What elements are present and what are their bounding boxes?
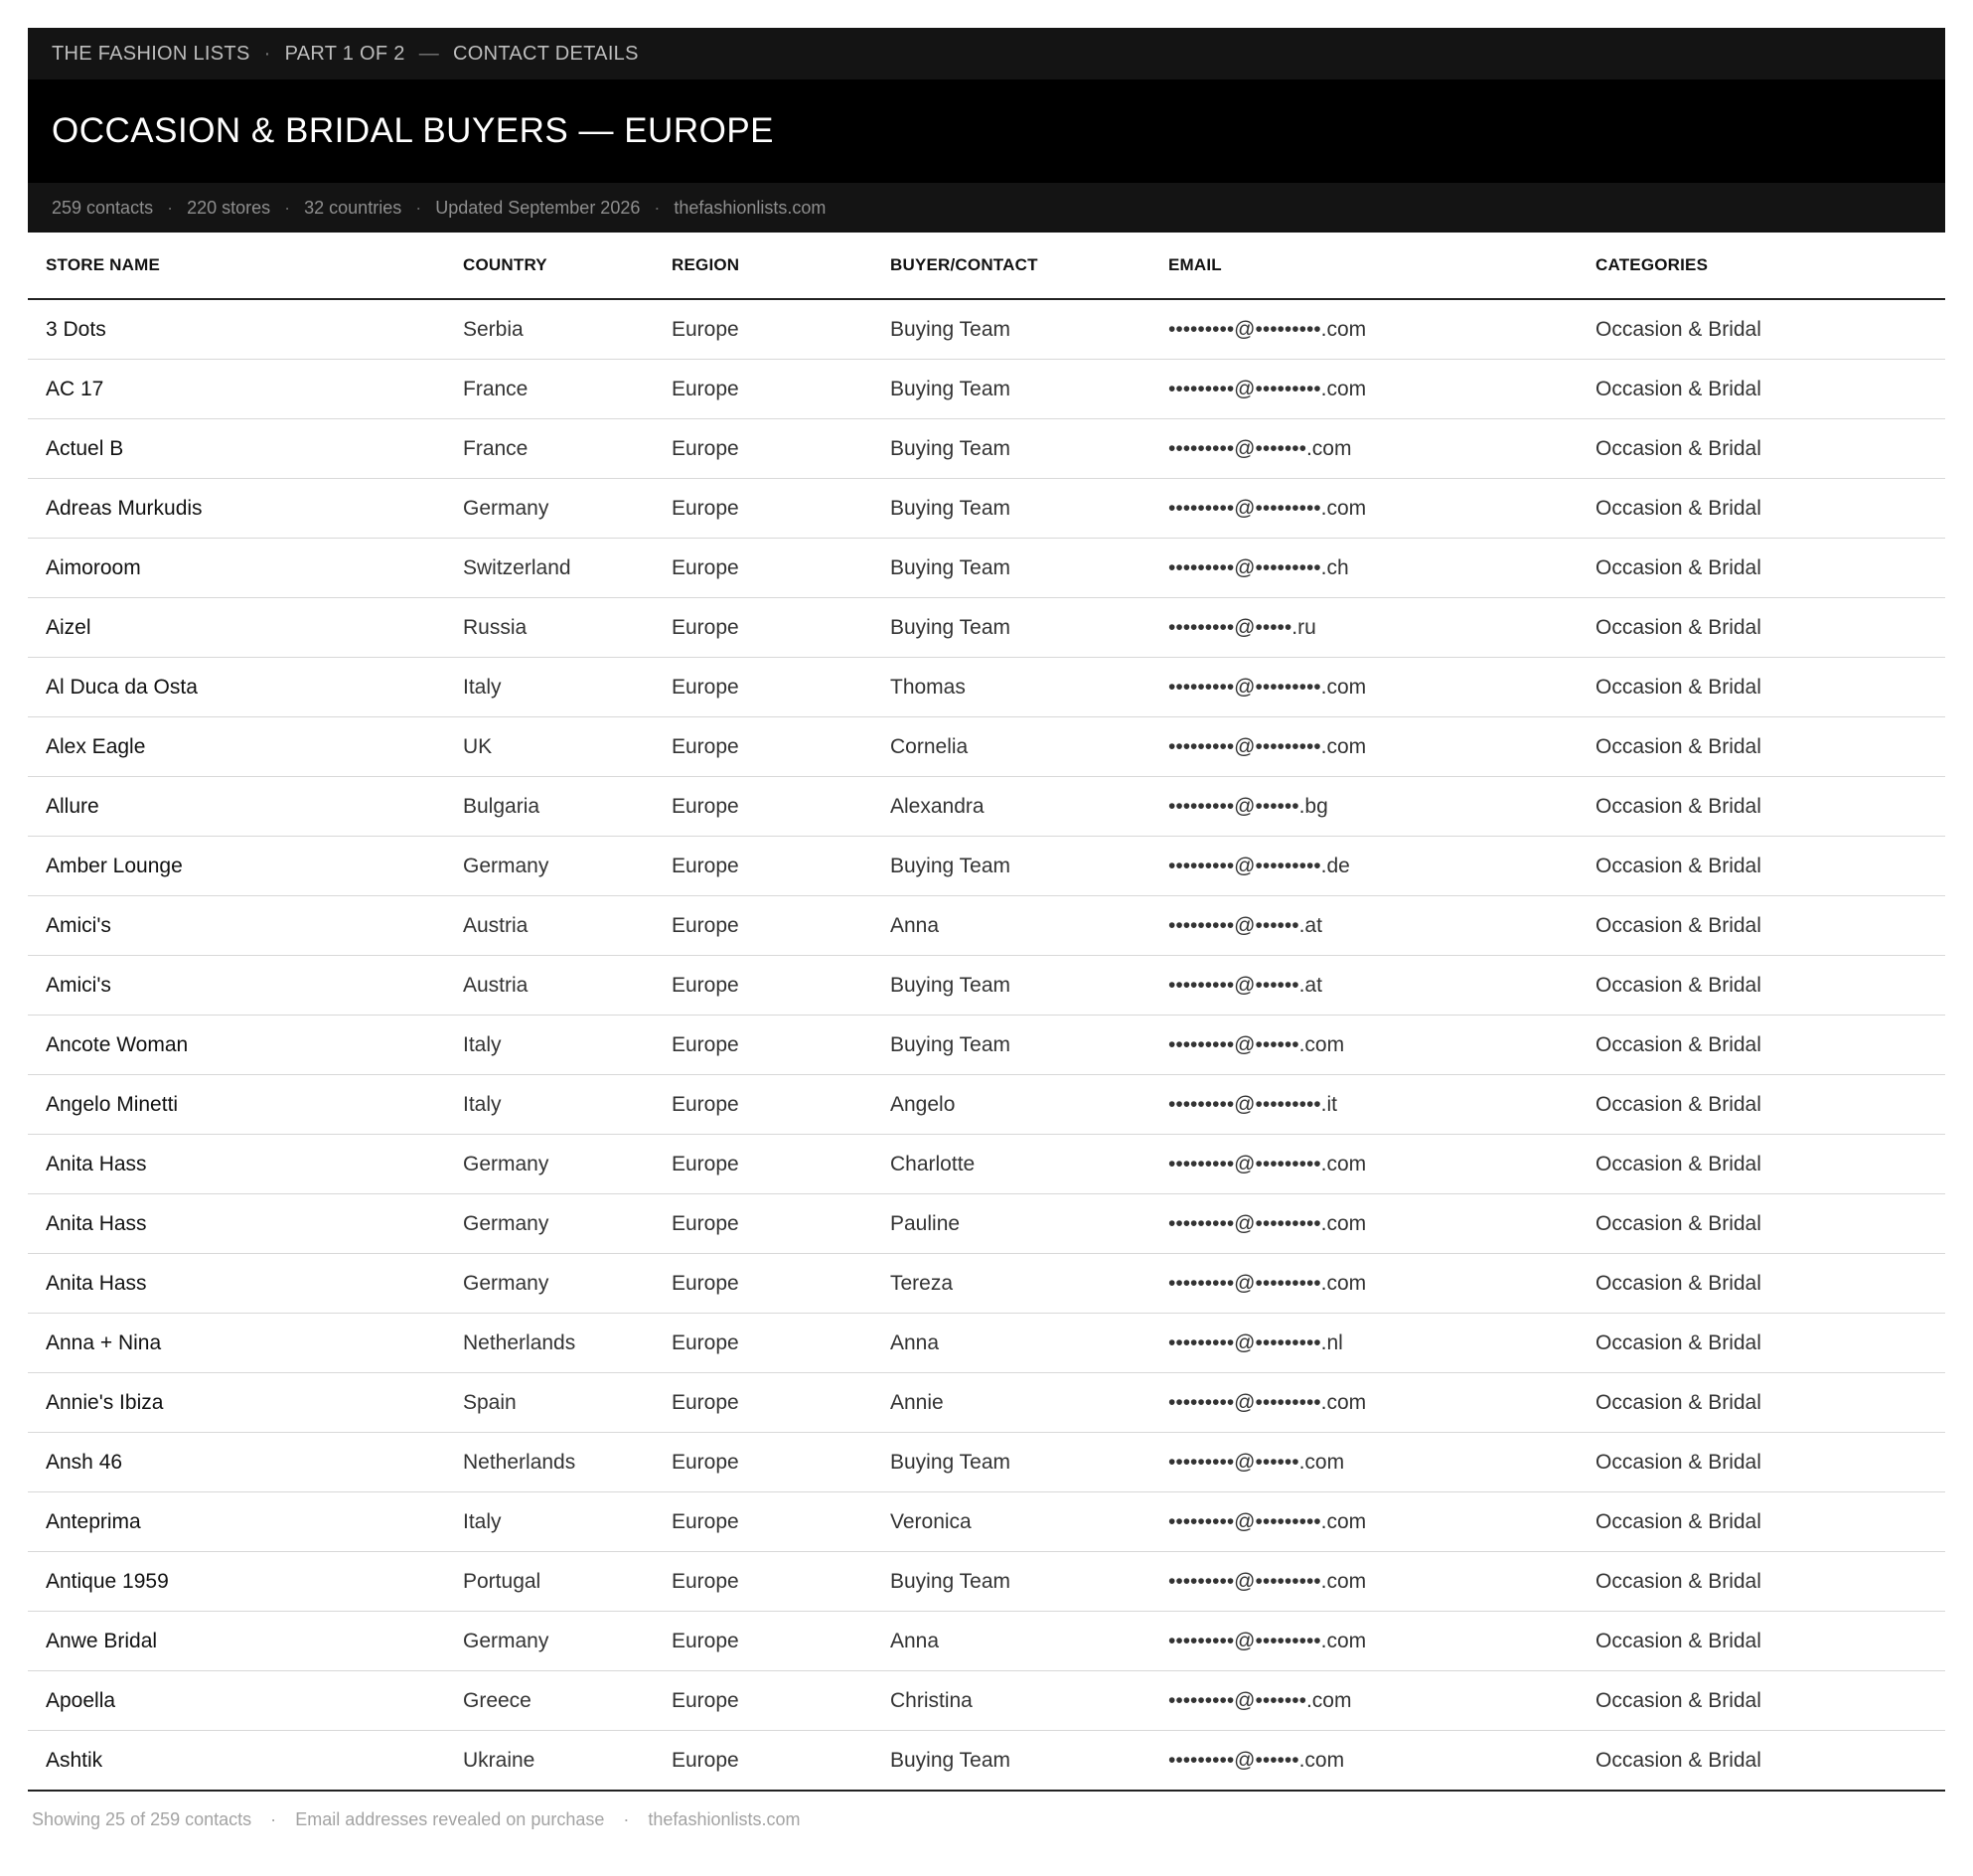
footer — [28, 1809, 1945, 1830]
country-cell: Italy — [445, 658, 654, 717]
separator-dot: · — [263, 42, 271, 65]
table-row[interactable] — [28, 837, 1945, 896]
buyer-contact-cell: Buying Team — [872, 419, 1150, 479]
region-cell: Europe — [654, 1373, 872, 1433]
email-cell: •••••••••@•••••••••.com — [1150, 1552, 1578, 1612]
buyer-contact-cell: Buying Team — [872, 956, 1150, 1016]
categories-cell: Occasion & Bridal — [1578, 1492, 1945, 1552]
store-name-cell: Apoella — [28, 1671, 445, 1731]
separator-dot: · — [654, 197, 661, 218]
region-cell: Europe — [654, 1492, 872, 1552]
table-row[interactable] — [28, 479, 1945, 539]
categories-cell: Occasion & Bridal — [1578, 1373, 1945, 1433]
table-row[interactable] — [28, 717, 1945, 777]
store-name-cell: Ansh 46 — [28, 1433, 445, 1492]
column-header-buyer-contact: BUYER/CONTACT — [872, 233, 1150, 299]
buyer-contact-cell: Christina — [872, 1671, 1150, 1731]
store-name-cell: Aizel — [28, 598, 445, 658]
categories-cell: Occasion & Bridal — [1578, 479, 1945, 539]
buyer-contact-cell: Annie — [872, 1373, 1150, 1433]
region-cell: Europe — [654, 956, 872, 1016]
site-link[interactable]: thefashionlists.com — [674, 197, 827, 218]
showing-count: Showing 25 of 259 contacts — [32, 1809, 252, 1829]
email-cell: •••••••••@•••••••••.com — [1150, 1194, 1578, 1254]
buyer-contact-cell: Buying Team — [872, 360, 1150, 419]
email-cell: •••••••••@•••••••.com — [1150, 1671, 1578, 1731]
country-cell: Netherlands — [445, 1314, 654, 1373]
region-cell: Europe — [654, 360, 872, 419]
region-cell: Europe — [654, 777, 872, 837]
email-cell: •••••••••@••••••.at — [1150, 956, 1578, 1016]
email-cell: •••••••••@•••••••.com — [1150, 419, 1578, 479]
region-cell: Europe — [654, 1254, 872, 1314]
buyer-contact-cell: Buying Team — [872, 479, 1150, 539]
categories-cell: Occasion & Bridal — [1578, 777, 1945, 837]
email-cell: •••••••••@••••••.com — [1150, 1731, 1578, 1792]
store-name-cell: Anita Hass — [28, 1135, 445, 1194]
table-row[interactable] — [28, 1552, 1945, 1612]
region-cell: Europe — [654, 479, 872, 539]
table-row[interactable] — [28, 896, 1945, 956]
country-cell: Germany — [445, 1135, 654, 1194]
table-row[interactable] — [28, 1254, 1945, 1314]
country-cell: Italy — [445, 1492, 654, 1552]
footer-site-link[interactable]: thefashionlists.com — [648, 1809, 801, 1829]
country-cell: Russia — [445, 598, 654, 658]
country-cell: UK — [445, 717, 654, 777]
country-cell: Austria — [445, 896, 654, 956]
buyer-contact-cell: Thomas — [872, 658, 1150, 717]
table-row[interactable] — [28, 1492, 1945, 1552]
categories-cell: Occasion & Bridal — [1578, 360, 1945, 419]
countries-count: 32 countries — [304, 197, 402, 218]
region-cell: Europe — [654, 1314, 872, 1373]
email-cell: •••••••••@•••••••••.com — [1150, 360, 1578, 419]
buyer-contact-cell: Veronica — [872, 1492, 1150, 1552]
buyer-contact-cell: Charlotte — [872, 1135, 1150, 1194]
email-cell: •••••••••@•••••••••.it — [1150, 1075, 1578, 1135]
table-row[interactable] — [28, 1135, 1945, 1194]
separator-dash: — — [418, 42, 439, 65]
country-cell: France — [445, 419, 654, 479]
region-cell: Europe — [654, 717, 872, 777]
categories-cell: Occasion & Bridal — [1578, 1433, 1945, 1492]
contacts-table — [28, 233, 1945, 1792]
table-row[interactable] — [28, 1433, 1945, 1492]
country-cell: Serbia — [445, 299, 654, 360]
region-cell: Europe — [654, 1612, 872, 1671]
categories-cell: Occasion & Bridal — [1578, 896, 1945, 956]
categories-cell: Occasion & Bridal — [1578, 1552, 1945, 1612]
country-cell: Germany — [445, 479, 654, 539]
categories-cell: Occasion & Bridal — [1578, 1314, 1945, 1373]
table-row[interactable] — [28, 539, 1945, 598]
buyer-contact-cell: Anna — [872, 1612, 1150, 1671]
table-row[interactable] — [28, 777, 1945, 837]
store-name-cell: 3 Dots — [28, 299, 445, 360]
email-cell: •••••••••@•••••••••.com — [1150, 1612, 1578, 1671]
categories-cell: Occasion & Bridal — [1578, 419, 1945, 479]
store-name-cell: Anwe Bridal — [28, 1612, 445, 1671]
email-cell: •••••••••@••••••.bg — [1150, 777, 1578, 837]
separator-dot: · — [284, 197, 291, 218]
stores-count: 220 stores — [187, 197, 271, 218]
title-bar — [28, 79, 1945, 183]
table-row[interactable] — [28, 598, 1945, 658]
store-name-cell: Ashtik — [28, 1731, 445, 1792]
region-cell: Europe — [654, 896, 872, 956]
email-cell: •••••••••@•••••••••.com — [1150, 717, 1578, 777]
table-row[interactable] — [28, 1373, 1945, 1433]
country-cell: Germany — [445, 837, 654, 896]
country-cell: Netherlands — [445, 1433, 654, 1492]
store-name-cell: Anita Hass — [28, 1194, 445, 1254]
country-cell: Portugal — [445, 1552, 654, 1612]
email-cell: •••••••••@•••••••••.com — [1150, 1254, 1578, 1314]
buyer-contact-cell: Buying Team — [872, 299, 1150, 360]
country-cell: Bulgaria — [445, 777, 654, 837]
region-cell: Europe — [654, 1194, 872, 1254]
region-cell: Europe — [654, 1433, 872, 1492]
email-cell: •••••••••@•••••••••.com — [1150, 299, 1578, 360]
categories-cell: Occasion & Bridal — [1578, 1671, 1945, 1731]
buyer-contact-cell: Alexandra — [872, 777, 1150, 837]
categories-cell: Occasion & Bridal — [1578, 299, 1945, 360]
country-cell: France — [445, 360, 654, 419]
country-cell: Italy — [445, 1016, 654, 1075]
categories-cell: Occasion & Bridal — [1578, 1194, 1945, 1254]
country-cell: Germany — [445, 1194, 654, 1254]
categories-cell: Occasion & Bridal — [1578, 1135, 1945, 1194]
email-cell: •••••••••@•••••••••.com — [1150, 1492, 1578, 1552]
table-row[interactable] — [28, 1016, 1945, 1075]
store-name-cell: Amici's — [28, 896, 445, 956]
contacts-count: 259 contacts — [52, 197, 154, 218]
separator-dot: · — [270, 1809, 277, 1829]
table-row[interactable] — [28, 299, 1945, 360]
region-cell: Europe — [654, 1135, 872, 1194]
email-cell: •••••••••@•••••.ru — [1150, 598, 1578, 658]
country-cell: Austria — [445, 956, 654, 1016]
section-label: CONTACT DETAILS — [453, 42, 639, 65]
region-cell: Europe — [654, 419, 872, 479]
table-row[interactable] — [28, 360, 1945, 419]
updated-date: Updated September 2026 — [435, 197, 641, 218]
country-cell: Germany — [445, 1612, 654, 1671]
buyer-contact-cell: Anna — [872, 896, 1150, 956]
region-cell: Europe — [654, 1731, 872, 1792]
region-cell: Europe — [654, 539, 872, 598]
country-cell: Germany — [445, 1254, 654, 1314]
column-header-email: EMAIL — [1150, 233, 1578, 299]
categories-cell: Occasion & Bridal — [1578, 598, 1945, 658]
store-name-cell: Amici's — [28, 956, 445, 1016]
categories-cell: Occasion & Bridal — [1578, 539, 1945, 598]
store-name-cell: Angelo Minetti — [28, 1075, 445, 1135]
buyer-contact-cell: Buying Team — [872, 539, 1150, 598]
email-cell: •••••••••@•••••••••.com — [1150, 1135, 1578, 1194]
buyer-contact-cell: Anna — [872, 1314, 1150, 1373]
country-cell: Ukraine — [445, 1731, 654, 1792]
column-header-region: REGION — [654, 233, 872, 299]
meta-bar — [28, 183, 1945, 233]
separator-dot: · — [167, 197, 174, 218]
buyer-contact-cell: Buying Team — [872, 1433, 1150, 1492]
region-cell: Europe — [654, 598, 872, 658]
page-title: OCCASION & BRIDAL BUYERS — EUROPE — [52, 111, 775, 150]
column-header-country: COUNTRY — [445, 233, 654, 299]
buyer-contact-cell: Buying Team — [872, 1016, 1150, 1075]
brand-name: THE FASHION LISTS — [52, 42, 250, 65]
buyer-contact-cell: Buying Team — [872, 1731, 1150, 1792]
store-name-cell: Aimoroom — [28, 539, 445, 598]
categories-cell: Occasion & Bridal — [1578, 956, 1945, 1016]
store-name-cell: Al Duca da Osta — [28, 658, 445, 717]
table-row[interactable] — [28, 1671, 1945, 1731]
categories-cell: Occasion & Bridal — [1578, 1612, 1945, 1671]
store-name-cell: Alex Eagle — [28, 717, 445, 777]
email-cell: •••••••••@••••••.com — [1150, 1433, 1578, 1492]
store-name-cell: Antique 1959 — [28, 1552, 445, 1612]
column-header-categories: CATEGORIES — [1578, 233, 1945, 299]
store-name-cell: Allure — [28, 777, 445, 837]
table-body — [28, 299, 1945, 1791]
region-cell: Europe — [654, 1552, 872, 1612]
column-header-store-name: STORE NAME — [28, 233, 445, 299]
top-bar — [28, 28, 1945, 79]
store-name-cell: Annie's Ibiza — [28, 1373, 445, 1433]
categories-cell: Occasion & Bridal — [1578, 658, 1945, 717]
store-name-cell: Amber Lounge — [28, 837, 445, 896]
categories-cell: Occasion & Bridal — [1578, 717, 1945, 777]
region-cell: Europe — [654, 1671, 872, 1731]
buyer-contact-cell: Buying Team — [872, 598, 1150, 658]
categories-cell: Occasion & Bridal — [1578, 1075, 1945, 1135]
buyer-contact-cell: Tereza — [872, 1254, 1150, 1314]
region-cell: Europe — [654, 1075, 872, 1135]
email-cell: •••••••••@•••••••••.com — [1150, 1373, 1578, 1433]
store-name-cell: Actuel B — [28, 419, 445, 479]
table-row[interactable] — [28, 1075, 1945, 1135]
table-header-row — [28, 233, 1945, 299]
country-cell: Italy — [445, 1075, 654, 1135]
purchase-note: Email addresses revealed on purchase — [295, 1809, 605, 1829]
buyer-contact-cell: Buying Team — [872, 837, 1150, 896]
country-cell: Spain — [445, 1373, 654, 1433]
email-cell: •••••••••@••••••.com — [1150, 1016, 1578, 1075]
table-row[interactable] — [28, 658, 1945, 717]
region-cell: Europe — [654, 658, 872, 717]
region-cell: Europe — [654, 1016, 872, 1075]
table-row[interactable] — [28, 419, 1945, 479]
table-row[interactable] — [28, 1314, 1945, 1373]
categories-cell: Occasion & Bridal — [1578, 1731, 1945, 1792]
email-cell: •••••••••@••••••.at — [1150, 896, 1578, 956]
country-cell: Greece — [445, 1671, 654, 1731]
buyer-contact-cell: Buying Team — [872, 1552, 1150, 1612]
country-cell: Switzerland — [445, 539, 654, 598]
email-cell: •••••••••@•••••••••.de — [1150, 837, 1578, 896]
region-cell: Europe — [654, 837, 872, 896]
table-row[interactable] — [28, 1612, 1945, 1671]
table-row[interactable] — [28, 1194, 1945, 1254]
separator-dot: · — [415, 197, 422, 218]
store-name-cell: Anteprima — [28, 1492, 445, 1552]
store-name-cell: AC 17 — [28, 360, 445, 419]
store-name-cell: Anna + Nina — [28, 1314, 445, 1373]
table-row[interactable] — [28, 1731, 1945, 1792]
categories-cell: Occasion & Bridal — [1578, 837, 1945, 896]
buyer-contact-cell: Pauline — [872, 1194, 1150, 1254]
email-cell: •••••••••@•••••••••.nl — [1150, 1314, 1578, 1373]
separator-dot: · — [623, 1809, 630, 1829]
buyer-contact-cell: Cornelia — [872, 717, 1150, 777]
part-label: PART 1 OF 2 — [284, 42, 405, 65]
email-cell: •••••••••@•••••••••.com — [1150, 479, 1578, 539]
categories-cell: Occasion & Bridal — [1578, 1254, 1945, 1314]
region-cell: Europe — [654, 299, 872, 360]
email-cell: •••••••••@•••••••••.com — [1150, 658, 1578, 717]
store-name-cell: Adreas Murkudis — [28, 479, 445, 539]
buyer-contact-cell: Angelo — [872, 1075, 1150, 1135]
store-name-cell: Ancote Woman — [28, 1016, 445, 1075]
categories-cell: Occasion & Bridal — [1578, 1016, 1945, 1075]
contact-list-sheet — [28, 28, 1945, 1830]
email-cell: •••••••••@•••••••••.ch — [1150, 539, 1578, 598]
store-name-cell: Anita Hass — [28, 1254, 445, 1314]
table-row[interactable] — [28, 956, 1945, 1016]
